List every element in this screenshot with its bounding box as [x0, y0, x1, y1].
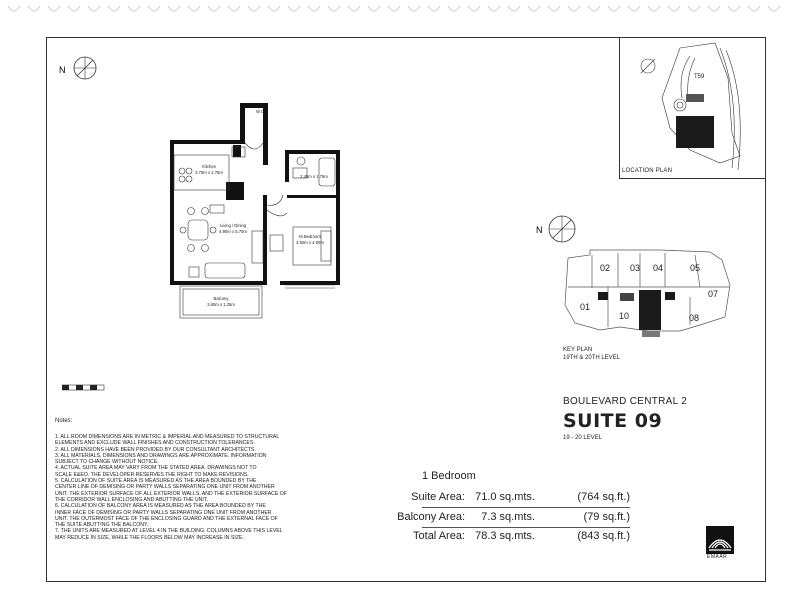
key-unit-05: 05 [689, 263, 701, 273]
suite-levels: 19 - 20 LEVEL [563, 435, 603, 441]
note-line: INNER FACE OF DEMISING OR PARTY WALLS SEPARATING ONE UNIT FROM ANOTHER [55, 509, 272, 516]
key-unit-08: 08 [688, 313, 700, 323]
bedroom-label: M.Bedroom [299, 234, 321, 239]
location-plan-building [676, 116, 714, 148]
key-unit-10: 10 [618, 311, 630, 321]
location-plan-box [619, 37, 766, 179]
note-line: 2. ALL DIMENSIONS HAVE BEEN PROVIDED BY OUR CONSULTANT ARCHITECTS. [55, 446, 256, 453]
note-line: 6. CALCULATION OF BALCONY AREA IS MEASURED AS THE AREA BOUNDED BY THE [55, 503, 266, 510]
floor-plan [55, 55, 355, 330]
location-plan-tower-tag: T59 [694, 74, 705, 80]
page-edge-scallop [0, 0, 800, 22]
area-metric: 71.0 sq.mts. [475, 491, 535, 503]
note-line: 1. ALL ROOM DIMENSIONS ARE IN METRIC & IMPERIAL AND MEASURED TO STRUCTURAL [55, 434, 280, 440]
brand-name: EMAAR [707, 554, 728, 560]
area-imperial: (764 sq.ft.) [577, 491, 630, 503]
key-plan-north-label: N [536, 225, 543, 235]
bed [293, 227, 331, 265]
area-label: Balcony Area: [397, 511, 465, 523]
location-plan-label: LOCATION PLAN [622, 168, 673, 174]
key-unit-02: 02 [599, 263, 611, 273]
note-line: 4. ACTUAL SUITE AREA MAY VARY FROM THE STATED AREA. DRAWINGS NOT TO [55, 465, 257, 472]
area-divider [422, 527, 630, 528]
area-row-total [380, 530, 630, 544]
key-plan-label: KEY PLAN [563, 347, 593, 353]
note-line: UNIT. THE EXTERIOR SURFACE OF ALL EXTERIOR WALLS, AND THE EXTERIOR SURFACE OF [55, 490, 288, 497]
balcony-dims: 3.65m x 1.25m [207, 302, 235, 307]
note-line: THE CORRIDOR WALL ENCLOSING AND ABUTTING THE UNIT. [55, 496, 208, 503]
kitchen-dims: 3.75m x 2.75m [195, 170, 223, 175]
key-plan-north-arrow [536, 216, 575, 242]
area-row-balcony [380, 511, 630, 525]
bedroom-dims: 3.50m x 4.00m [296, 240, 324, 245]
note-line: 5. CALCULATION OF SUITE AREA IS MEASURED AS THE AREA BOUNDED BY THE [55, 478, 257, 485]
key-plan [530, 205, 745, 345]
note-line: 7. THE UNITS ARE MEASURED AT LEVEL 4 IN THE BUILDING. COLUMNS ABOVE THIS LEVEL [55, 528, 283, 535]
wc-label: W.C [256, 109, 264, 114]
note-line: SUBJECT TO CHANGE WITHOUT NOTICE. [55, 459, 159, 466]
note-line: THE SUITE ABUTTING THE BALCONY. [55, 522, 149, 529]
bathtub [319, 158, 335, 186]
key-plan-level-label: 19TH & 20TH LEVEL [563, 355, 621, 361]
area-label: Total Area: [413, 530, 465, 542]
unit-type: 1 Bedroom [422, 470, 476, 482]
plan-north-label: N [59, 65, 66, 75]
key-unit-03: 03 [629, 263, 641, 273]
plan-north-arrow [59, 57, 96, 79]
area-row-suite [380, 491, 630, 505]
tv-unit [252, 231, 263, 263]
note-line: MAY REDUCE IN SIZE, WHILE THE FLOORS BELOW MAY INCREASE IN SIZE. [55, 534, 244, 541]
scale-bar [62, 384, 107, 392]
key-unit-07: 07 [707, 289, 719, 299]
balcony-label: Balcony [213, 296, 229, 301]
sofa [205, 263, 245, 278]
area-metric: 7.3 sq.mts. [481, 511, 535, 523]
note-line: 3. ALL MATERIALS, DIMENSIONS AND DRAWINGS ARE APPROXIMATE. INFORMATION [55, 452, 267, 459]
suite-title: SUITE 09 [563, 410, 663, 432]
location-plan-map [620, 38, 765, 178]
area-imperial: (79 sq.ft.) [583, 511, 630, 523]
key-unit-04: 04 [652, 263, 664, 273]
living-dims: 4.90m x 5.70m [219, 229, 247, 234]
kitchen-label: Kitchen [202, 164, 216, 169]
emaar-logo-icon [706, 526, 734, 554]
note-line: SCALE E&EO. THE DEVELOPER RESERVES THE RIGHT TO MAKE REVISIONS. [55, 471, 249, 478]
bath-dims: 2.45m x 1.75m [300, 174, 328, 179]
notes-list [55, 434, 355, 541]
note-line: UNIT. THE OUTERMOST FACE OF THE ENCLOSING GUARD AND THE EXTERNAL FACE OF [55, 515, 278, 522]
key-unit-01: 01 [579, 302, 591, 312]
notes-title: Notes: [55, 418, 73, 424]
project-name: BOULEVARD CENTRAL 2 [563, 396, 688, 407]
note-line: CENTER LINE OF DEMISING OR PARTY WALLS SEPARATING ONE UNIT FROM ANOTHER [55, 484, 275, 491]
living-label: Living / Dining [219, 223, 247, 228]
area-label: Suite Area: [411, 491, 465, 503]
area-metric: 78.3 sq.mts. [475, 530, 535, 542]
key-plan-suite-09-highlight [639, 290, 661, 330]
area-imperial: (843 sq.ft.) [577, 530, 630, 542]
note-line: ELEMENTS AND EXCLUDE WALL FINISHES AND CONSTRUCTION TOLERANCES. [55, 440, 255, 447]
area-divider [422, 507, 630, 508]
dining-table [188, 220, 208, 240]
